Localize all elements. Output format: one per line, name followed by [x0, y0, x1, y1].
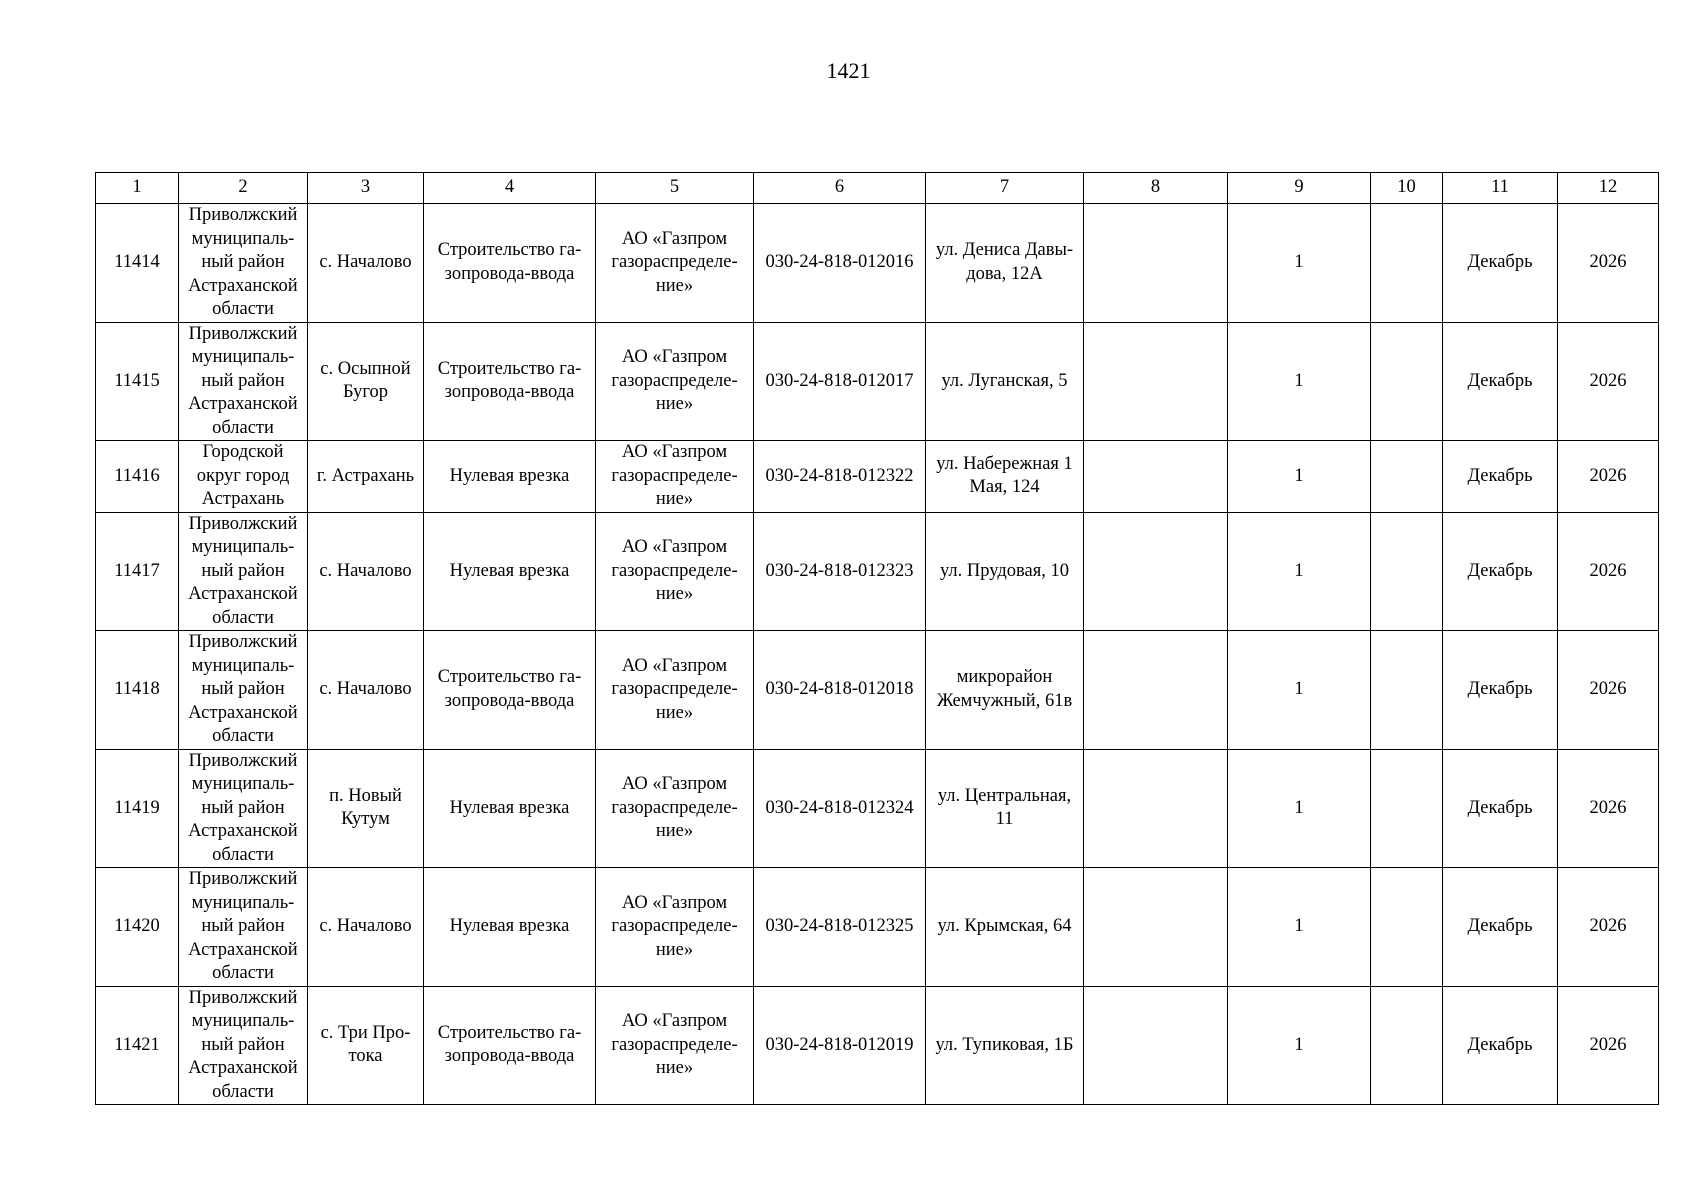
column-9-cell: 1 — [1228, 512, 1371, 631]
column-8-cell — [1084, 322, 1228, 441]
work-type-cell: Строительство га-зопровода-ввода — [424, 986, 596, 1105]
column-8-cell — [1084, 868, 1228, 987]
column-10-cell — [1371, 631, 1443, 750]
district-cell: Приволжский муниципаль-ный район Астраханской области — [179, 204, 308, 323]
locality-cell: с. Три Про-тока — [308, 986, 424, 1105]
month-cell: Декабрь — [1443, 322, 1558, 441]
column-header: 11 — [1443, 173, 1558, 204]
object-code-cell: 030-24-818-012018 — [754, 631, 926, 750]
object-code-cell: 030-24-818-012325 — [754, 868, 926, 987]
column-header: 12 — [1558, 173, 1659, 204]
organization-cell: АО «Газпром газораспределе-ние» — [596, 749, 754, 868]
district-cell: Приволжский муниципаль-ный район Астраханской области — [179, 749, 308, 868]
column-9-cell: 1 — [1228, 986, 1371, 1105]
month-cell: Декабрь — [1443, 749, 1558, 868]
month-cell: Декабрь — [1443, 631, 1558, 750]
column-9-cell: 1 — [1228, 204, 1371, 323]
column-10-cell — [1371, 441, 1443, 513]
object-code-cell: 030-24-818-012322 — [754, 441, 926, 513]
year-cell: 2026 — [1558, 868, 1659, 987]
locality-cell: с. Началово — [308, 204, 424, 323]
locality-cell: с. Началово — [308, 512, 424, 631]
work-type-cell: Строительство га-зопровода-ввода — [424, 631, 596, 750]
locality-cell: с. Началово — [308, 631, 424, 750]
organization-cell: АО «Газпром газораспределе-ние» — [596, 441, 754, 513]
month-cell: Декабрь — [1443, 868, 1558, 987]
district-cell: Приволжский муниципаль-ный район Астраханской области — [179, 986, 308, 1105]
table-row — [96, 441, 1659, 513]
column-8-cell — [1084, 986, 1228, 1105]
column-header: 8 — [1084, 173, 1228, 204]
address-cell: ул. Крымская, 64 — [926, 868, 1084, 987]
locality-cell: п. Новый Кутум — [308, 749, 424, 868]
year-cell: 2026 — [1558, 631, 1659, 750]
column-header: 1 — [96, 173, 179, 204]
row-number: 11417 — [96, 512, 179, 631]
table-row — [96, 322, 1659, 441]
column-8-cell — [1084, 512, 1228, 631]
address-cell: микрорайон Жемчужный, 61в — [926, 631, 1084, 750]
row-number: 11414 — [96, 204, 179, 323]
address-cell: ул. Центральная, 11 — [926, 749, 1084, 868]
organization-cell: АО «Газпром газораспределе-ние» — [596, 986, 754, 1105]
column-9-cell: 1 — [1228, 322, 1371, 441]
object-code-cell: 030-24-818-012017 — [754, 322, 926, 441]
month-cell: Декабрь — [1443, 204, 1558, 323]
column-header: 5 — [596, 173, 754, 204]
district-cell: Приволжский муниципаль-ный район Астраханской области — [179, 512, 308, 631]
year-cell: 2026 — [1558, 512, 1659, 631]
object-code-cell: 030-24-818-012019 — [754, 986, 926, 1105]
object-code-cell: 030-24-818-012324 — [754, 749, 926, 868]
year-cell: 2026 — [1558, 986, 1659, 1105]
column-9-cell: 1 — [1228, 631, 1371, 750]
address-cell: ул. Тупиковая, 1Б — [926, 986, 1084, 1105]
column-10-cell — [1371, 512, 1443, 631]
table-row — [96, 204, 1659, 323]
column-header: 4 — [424, 173, 596, 204]
header-row — [96, 173, 1659, 204]
page-number: 1421 — [826, 58, 871, 83]
column-header: 9 — [1228, 173, 1371, 204]
row-number: 11418 — [96, 631, 179, 750]
month-cell: Декабрь — [1443, 512, 1558, 631]
locality-cell: г. Астрахань — [308, 441, 424, 513]
year-cell: 2026 — [1558, 749, 1659, 868]
address-cell: ул. Луганская, 5 — [926, 322, 1084, 441]
registry-table — [95, 172, 1659, 1105]
object-code-cell: 030-24-818-012323 — [754, 512, 926, 631]
address-cell: ул. Дениса Давы-дова, 12А — [926, 204, 1084, 323]
district-cell: Приволжский муниципаль-ный район Астраханской области — [179, 322, 308, 441]
column-10-cell — [1371, 322, 1443, 441]
locality-cell: с. Началово — [308, 868, 424, 987]
year-cell: 2026 — [1558, 204, 1659, 323]
month-cell: Декабрь — [1443, 986, 1558, 1105]
table-row — [96, 749, 1659, 868]
column-header: 10 — [1371, 173, 1443, 204]
object-code-cell: 030-24-818-012016 — [754, 204, 926, 323]
work-type-cell: Строительство га-зопровода-ввода — [424, 204, 596, 323]
year-cell: 2026 — [1558, 322, 1659, 441]
column-8-cell — [1084, 441, 1228, 513]
month-cell: Декабрь — [1443, 441, 1558, 513]
year-cell: 2026 — [1558, 441, 1659, 513]
locality-cell: с. Осыпной Бугор — [308, 322, 424, 441]
address-cell: ул. Прудовая, 10 — [926, 512, 1084, 631]
table-row — [96, 986, 1659, 1105]
row-number: 11421 — [96, 986, 179, 1105]
district-cell: Приволжский муниципаль-ный район Астраханской области — [179, 868, 308, 987]
address-cell: ул. Набережная 1 Мая, 124 — [926, 441, 1084, 513]
column-9-cell: 1 — [1228, 868, 1371, 987]
column-header: 6 — [754, 173, 926, 204]
column-10-cell — [1371, 986, 1443, 1105]
column-8-cell — [1084, 749, 1228, 868]
column-8-cell — [1084, 631, 1228, 750]
column-9-cell: 1 — [1228, 441, 1371, 513]
column-10-cell — [1371, 868, 1443, 987]
work-type-cell: Нулевая врезка — [424, 868, 596, 987]
table-row — [96, 512, 1659, 631]
organization-cell: АО «Газпром газораспределе-ние» — [596, 631, 754, 750]
column-header: 3 — [308, 173, 424, 204]
row-number: 11415 — [96, 322, 179, 441]
work-type-cell: Строительство га-зопровода-ввода — [424, 322, 596, 441]
column-8-cell — [1084, 204, 1228, 323]
row-number: 11416 — [96, 441, 179, 513]
column-9-cell: 1 — [1228, 749, 1371, 868]
district-cell: Приволжский муниципаль-ный район Астраханской области — [179, 631, 308, 750]
table-row — [96, 631, 1659, 750]
work-type-cell: Нулевая врезка — [424, 749, 596, 868]
organization-cell: АО «Газпром газораспределе-ние» — [596, 322, 754, 441]
column-header: 7 — [926, 173, 1084, 204]
column-header: 2 — [179, 173, 308, 204]
work-type-cell: Нулевая врезка — [424, 512, 596, 631]
district-cell: Городской округ город Астрахань — [179, 441, 308, 513]
table-row — [96, 868, 1659, 987]
organization-cell: АО «Газпром газораспределе-ние» — [596, 204, 754, 323]
organization-cell: АО «Газпром газораспределе-ние» — [596, 512, 754, 631]
row-number: 11420 — [96, 868, 179, 987]
work-type-cell: Нулевая врезка — [424, 441, 596, 513]
column-10-cell — [1371, 204, 1443, 323]
column-10-cell — [1371, 749, 1443, 868]
row-number: 11419 — [96, 749, 179, 868]
organization-cell: АО «Газпром газораспределе-ние» — [596, 868, 754, 987]
